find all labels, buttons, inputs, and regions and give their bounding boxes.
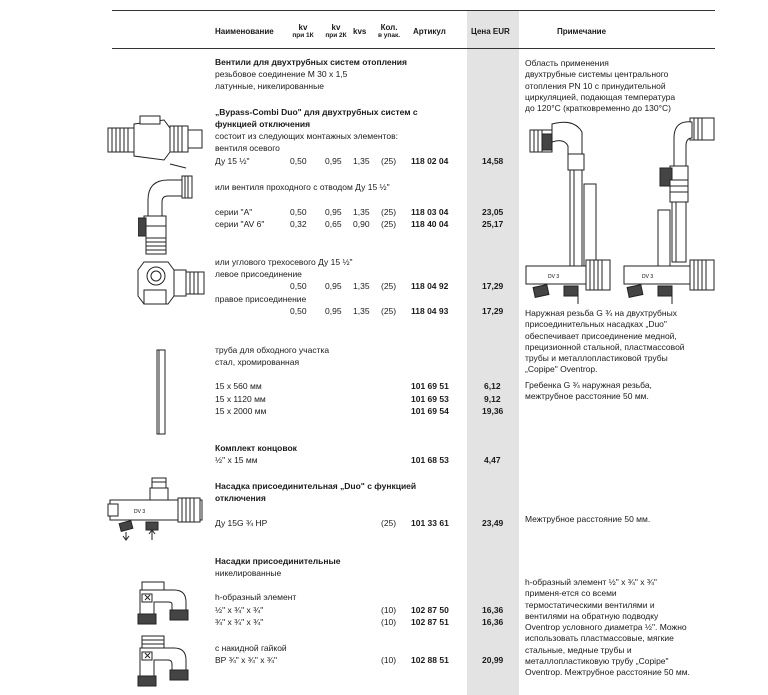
price-column-shade xyxy=(467,10,519,695)
note-h-element: h-образный элемент ½" х ¾" х ¾" применя-ется со всеми термостатическими вентилями и вентилями на обратную подводку Oventrop условного диаметра ½". Можно использовать пластмассовые, мягкие стальные, медные трубы и металлопластиковую трубу „Copipe" Oventrop. Межтрубное расстояние 50 мм. xyxy=(525,577,690,678)
section-title-endset: Комплект концовок xyxy=(215,443,297,453)
bypass-assembly-illustration xyxy=(524,114,720,306)
header-name: Наименование xyxy=(215,27,274,36)
dv-label: DV 3 xyxy=(134,509,146,515)
dv-label: DV 3 xyxy=(642,274,654,280)
h-element-nut-illustration xyxy=(134,634,196,692)
note-duo: Межтрубное расстояние 50 мм. xyxy=(525,514,651,524)
angle-valve-illustration xyxy=(130,256,210,310)
header-qty: Кол. в упак. xyxy=(377,23,401,39)
duo-fitting-illustration xyxy=(106,476,208,542)
header-rule xyxy=(112,48,715,49)
section-sub: вентиля осевого xyxy=(215,143,280,153)
row-caption: или углового трехосевого Ду 15 ½" xyxy=(215,257,353,267)
bypass-pipe-illustration xyxy=(154,348,170,438)
price-cell: 19,36 xyxy=(482,406,504,416)
top-rule xyxy=(112,10,715,11)
header-kv1: kv при 1К xyxy=(292,23,314,39)
row-caption: h-образный элемент xyxy=(215,592,297,602)
note-application: Область применения двухтрубные системы центрального отопления PN 10 с принудительной циркуляцией, подающая температура до 120°С (кратковременно до 130°С) xyxy=(525,58,676,114)
header-kv2: kv при 2К xyxy=(325,23,347,39)
header-note: Примечание xyxy=(557,27,607,36)
header-article: Артикул xyxy=(413,27,446,36)
table-row: 15 х 2000 мм 101 69 54 xyxy=(215,406,449,414)
row-caption: или вентиля проходного с отводом Ду 15 ½" xyxy=(215,182,390,192)
section-sub: состоит из следующих монтажных элементов: xyxy=(215,131,398,141)
section-title-bypass: „Bypass-Combi Duo" для двухтрубных систем с xyxy=(215,107,418,117)
axial-valve-illustration xyxy=(106,110,206,170)
row-caption: правое присоединение xyxy=(215,294,307,304)
header-price: Цена EUR xyxy=(471,27,510,36)
h-element-illustration xyxy=(134,580,196,630)
row-caption: левое присоединение xyxy=(215,269,302,279)
section-title-nasadki: Насадки присоединительные xyxy=(215,556,341,566)
elbow-valve-illustration xyxy=(138,172,196,256)
section-title-duo: отключения xyxy=(215,493,266,503)
note-thread: Наружная резьба G ¾ на двухтрубных присоединительных насадках „Duo" обеспечивает присоединение медной, прецизионной стальной, пластмассовой трубы и металлопластиковой трубы „Copipe" Oventrop. xyxy=(525,308,685,375)
section-title-bypass: функцией отключения xyxy=(215,119,311,129)
row-caption: стал, хромированная xyxy=(215,357,300,367)
row-caption: с накидной гайкой xyxy=(215,643,287,653)
row-caption: труба для обходного участка xyxy=(215,345,330,355)
section-sub: резьбовое соединение М 30 х 1,5 xyxy=(215,69,348,79)
section-title-duo: Насадка присоединительная „Duo" с функцией xyxy=(215,481,417,491)
header-kvs: kvs xyxy=(353,27,367,36)
section-title-valves: Вентили для двухтрубных систем отопления xyxy=(215,57,407,67)
note-comb: Гребенка G ¾ наружная резьба, межтрубное расстояние 50 мм. xyxy=(525,380,652,402)
section-sub: латунные, никелированные xyxy=(215,81,324,91)
dv-label: DV 3 xyxy=(548,274,560,280)
section-sub: никелированные xyxy=(215,568,282,578)
